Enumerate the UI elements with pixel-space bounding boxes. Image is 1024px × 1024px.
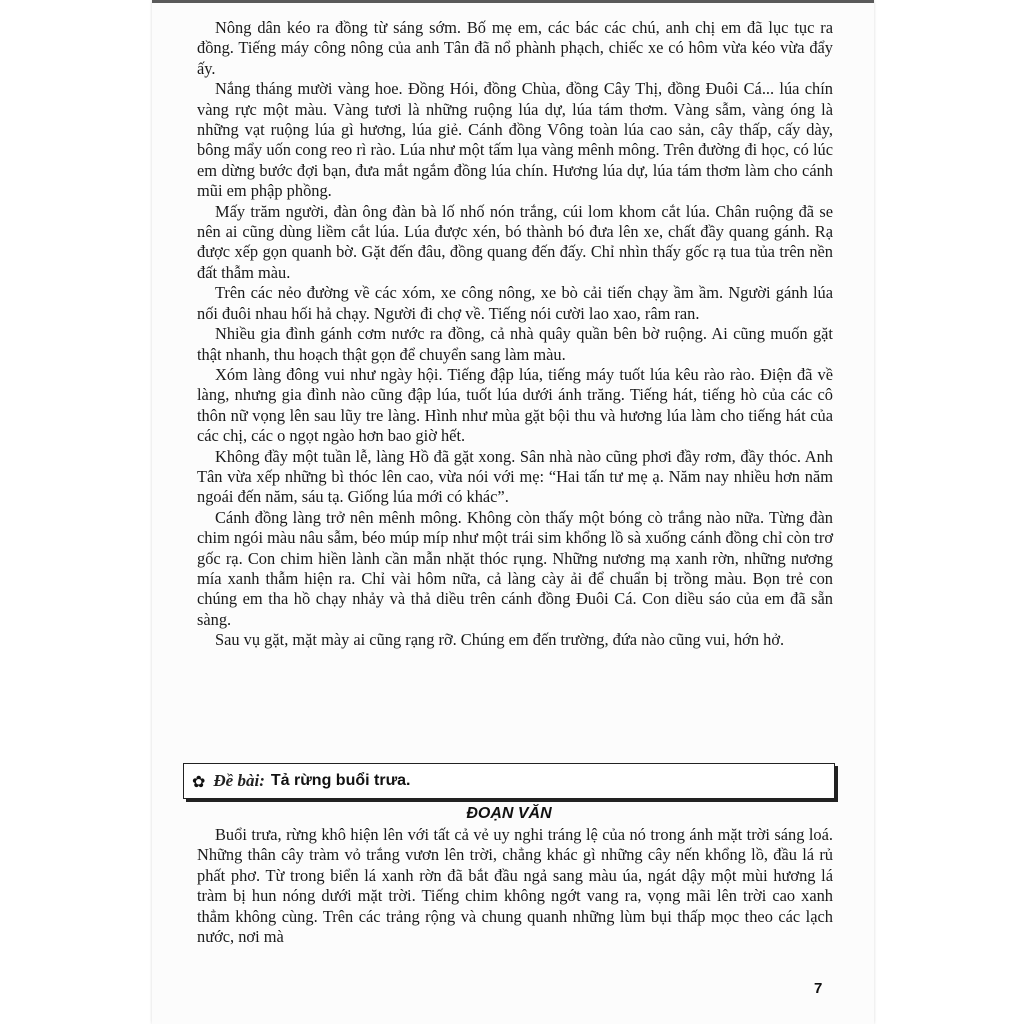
task-title: Tả rừng buổi trưa. — [270, 772, 411, 789]
paragraph-5: Nhiều gia đình gánh cơm nước ra đồng, cả nhà quây quần bên bờ ruộng. Ai cũng muốn gặt thật nhanh, thu hoạch thật gọn để chuyển sang làm màu. — [197, 324, 833, 364]
top-border — [152, 0, 874, 3]
paragraph-7: Không đầy một tuần lễ, làng Hồ đã gặt xong. Sân nhà nào cũng phơi đầy rơm, đầy thóc. Anh Tân vừa xếp những bì thóc lên cao, vừa nói với mẹ: “Hai tấn tư mẹ ạ. Năm nay nhiều hơn năm ngoái đến năm, sáu tạ. Giống lúa mới có khác”. — [197, 446, 833, 507]
paragraph-4: Trên các nẻo đường về các xóm, xe công nông, xe bò cải tiến chạy ầm ầm. Người gánh lúa nối đuôi nhau hối hả chạy. Người đi chợ về. Tiếng nói cười lao xao, râm ran. — [197, 283, 833, 323]
paragraph-2: Nắng tháng mười vàng hoe. Đồng Hói, đồng Chùa, đồng Cây Thị, đồng Đuôi Cá... lúa chín vàng rực một màu. Vàng tươi là những ruộng lúa dự, lúa tám thơm. Vàng sẫm, vàng óng là những vạt ruộng lúa gì hương, lúa giẻ. Cánh đồng Vông toàn lúa cao sản, cây thấp, cấy dày, bông mẩy uốn cong reo rì rào. Lúa như một tấm lụa vàng mênh mông. Trên đường đi học, có lúc em dừng bước đợi bạn, đưa mắt ngắm đồng lúa chín. Hương lúa dự, lúa tám thơm làm cho cánh mũi em phập phồng. — [197, 79, 833, 201]
task-box — [183, 763, 835, 799]
task-label: Đề bài: — [213, 771, 265, 790]
model-paragraph-text: Buổi trưa, rừng khô hiện lên với tất cả vẻ uy nghi tráng lệ của nó trong ánh mặt trời sáng loá. Những thân cây tràm vỏ trắng vươn lên trời, chẳng khác gì những cây nến khổng lồ, đầu lá rủ phất phơ. Từ trong biển lá xanh rờn đã bắt đầu ngả sang màu úa, ngát dậy một mùi hương lá tràm bị hun nóng dưới mặt trời. Tiếng chim không ngớt vang ra, vọng mãi lên trời cao xanh thẳm không cùng. Trên các trảng rộng và chung quanh những lùm bụi thấp mọc theo các lạch nước, nơi mà — [197, 825, 833, 947]
paragraph-1: Nông dân kéo ra đồng từ sáng sớm. Bố mẹ em, các bác các chú, anh chị em đã lục tục ra đồng. Tiếng máy công nông của anh Tân đã nổ phành phạch, chiếc xe có hôm vừa kéo vừa đẩy ấy. — [197, 18, 833, 78]
paragraph-6: Xóm làng đông vui như ngày hội. Tiếng đập lúa, tiếng máy tuốt lúa kêu rào rào. Điện đã về làng, nhưng gia đình nào cũng đập lúa, tuốt lúa dưới ánh trăng. Tiếng hát, tiếng hò của các cô thôn nữ vọng lên sau lũy tre làng. Hình như mùa gặt bội thu và hương lúa làm cho tiếng hát của các chị, các o ngọt ngào hơn bao giờ hết. — [197, 364, 833, 446]
model-paragraph — [197, 825, 833, 947]
paragraph-9: Sau vụ gặt, mặt mày ai cũng rạng rỡ. Chúng em đến trường, đứa nào cũng vui, hớn hở. — [215, 630, 785, 650]
essay-body — [197, 18, 833, 651]
paragraph-8: Cánh đồng làng trở nên mênh mông. Không còn thấy một bóng cò trắng nào nữa. Từng đàn chim ngói màu nâu sẫm, béo múp míp như một trái sim khổng lồ sà xuống cánh đồng chỉ còn trơ gốc rạ. Con chim hiền lành cần mẫn nhặt thóc rụng. Những nương mạ xanh rờn, những nương mía xanh thẫm hiện ra. Chỉ vài hôm nữa, cả làng cày ải để chuẩn bị trồng màu. Bọn trẻ con chúng em tha hồ chạy nhảy và thả diều trên cánh đồng Đuôi Cá. Con diều sáo của em đã sẵn sàng. — [197, 507, 833, 629]
page-number: 7 — [814, 980, 823, 997]
flower-icon: ✿ — [192, 771, 206, 791]
paragraph-3: Mấy trăm người, đàn ông đàn bà lố nhố nón trắng, cúi lom khom cắt lúa. Chân ruộng đã se nên ai cũng dùng liềm cắt lúa. Lúa được xén, bó thành bó đưa lên xe, chất đầy quang gánh. Rạ được xếp gọn quanh bờ. Gặt đến đâu, đồng quang đến đấy. Chỉ nhìn thấy gốc rạ tua tủa trên nền đất thẫm màu. — [197, 201, 833, 282]
section-heading: ĐOẠN VĂN — [466, 805, 552, 822]
